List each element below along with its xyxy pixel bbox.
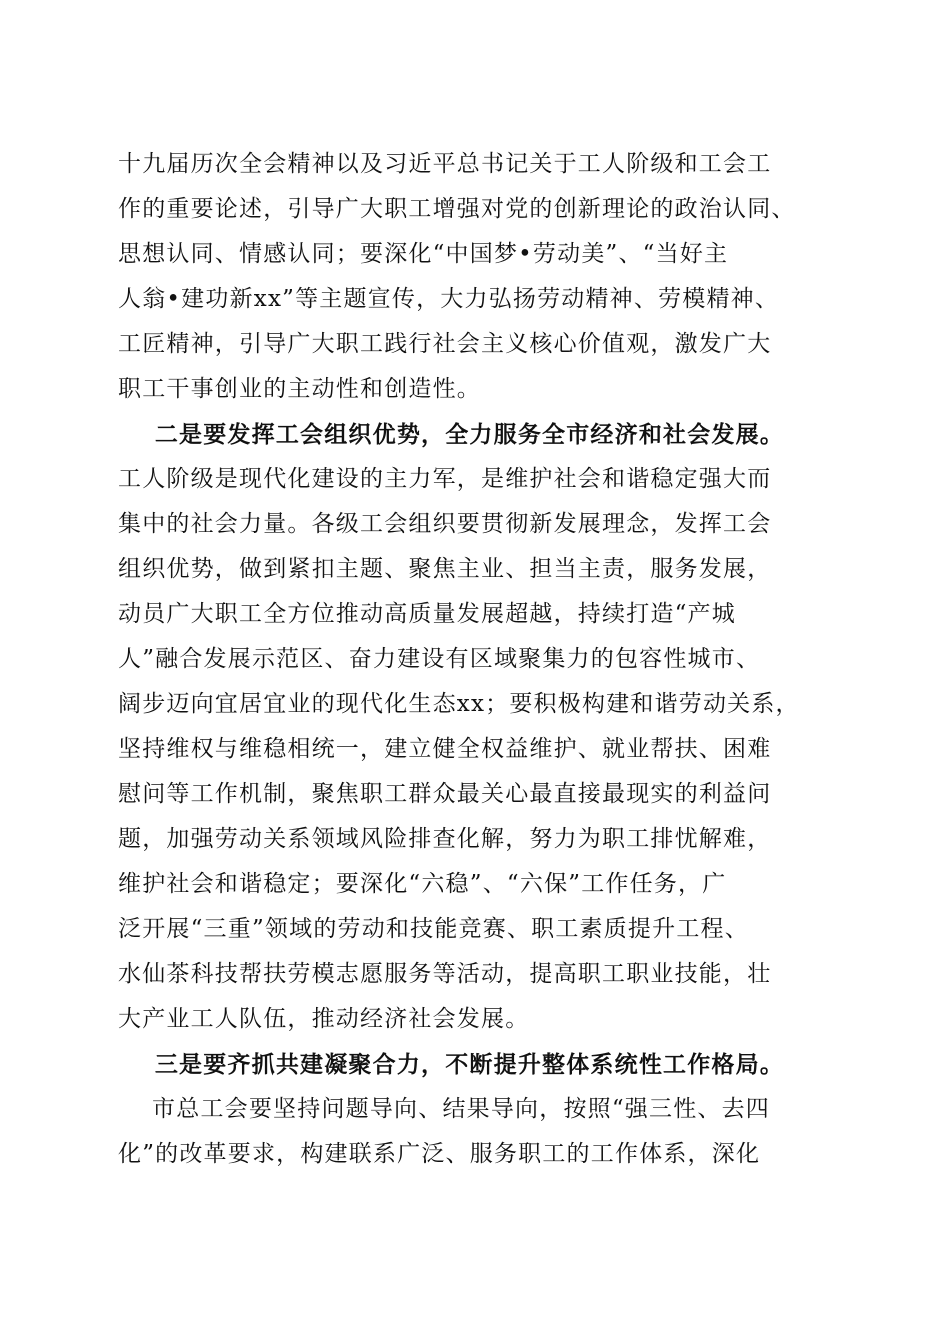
text-line: 职工干事创业的主动性和创造性。 [118, 376, 481, 402]
document-body [118, 142, 838, 1177]
text-line: 慰问等工作机制，聚焦职工群众最关心最直接最现实的利益问 [118, 781, 772, 807]
text-line: 工人阶级是现代化建设的主力军，是维护社会和谐稳定强大而 [118, 466, 772, 492]
text-line: 坚持维权与维稳相统一，建立健全权益维护、就业帮扶、困难 [118, 736, 772, 762]
section-heading-3: 三是要齐抓共建凝聚合力，不断提升整体系统性工作格局。 [118, 1051, 785, 1078]
text-line: 市总工会要坚持问题导向、结果导向，按照“强三性、去四 [118, 1096, 771, 1122]
text-line: 组织优势，做到紧扣主题、聚焦主业、担当主责，服务发展， [118, 556, 772, 582]
section-heading-2: 二是要发挥工会组织优势，全力服务全市经济和社会发展。 [118, 421, 785, 448]
text-line: 人翁•建功新xx”等主题宣传，大力弘扬劳动精神、劳模精神、 [118, 286, 780, 312]
text-line: 十九届历次全会精神以及习近平总书记关于工人阶级和工会工 [118, 151, 772, 177]
text-line: 泛开展“三重”领域的劳动和技能竞赛、职工素质提升工程、 [118, 916, 749, 942]
text-line: 题，加强劳动关系领域风险排查化解，努力为职工排忧解难， [118, 826, 772, 852]
text-line: 集中的社会力量。各级工会组织要贯彻新发展理念，发挥工会 [118, 511, 772, 537]
text-line: 人”融合发展示范区、奋力建设有区域聚集力的包容性城市、 [118, 646, 761, 672]
text-line: 工匠精神，引导广大职工践行社会主义核心价值观，激发广大 [118, 331, 772, 357]
text-line: 化”的改革要求，构建联系广泛、服务职工的工作体系，深化 [118, 1141, 761, 1167]
text-line: 阔步迈向宜居宜业的现代化生态xx；要积极构建和谐劳动关系， [118, 691, 800, 717]
text-line: 作的重要论述，引导广大职工增强对党的创新理论的政治认同、 [118, 196, 796, 222]
text-line: 大产业工人队伍，推动经济社会发展。 [118, 1006, 530, 1032]
text-line: 思想认同、情感认同；要深化“中国梦•劳动美”、“当好主 [118, 241, 729, 267]
text-line: 水仙茶科技帮扶劳模志愿服务等活动，提高职工职业技能，壮 [118, 961, 772, 987]
text-line: 维护社会和谐稳定；要深化“六稳”、“六保”工作任务，广 [118, 871, 727, 897]
text-line: 动员广大职工全方位推动高质量发展超越，持续打造“产城 [118, 601, 736, 627]
